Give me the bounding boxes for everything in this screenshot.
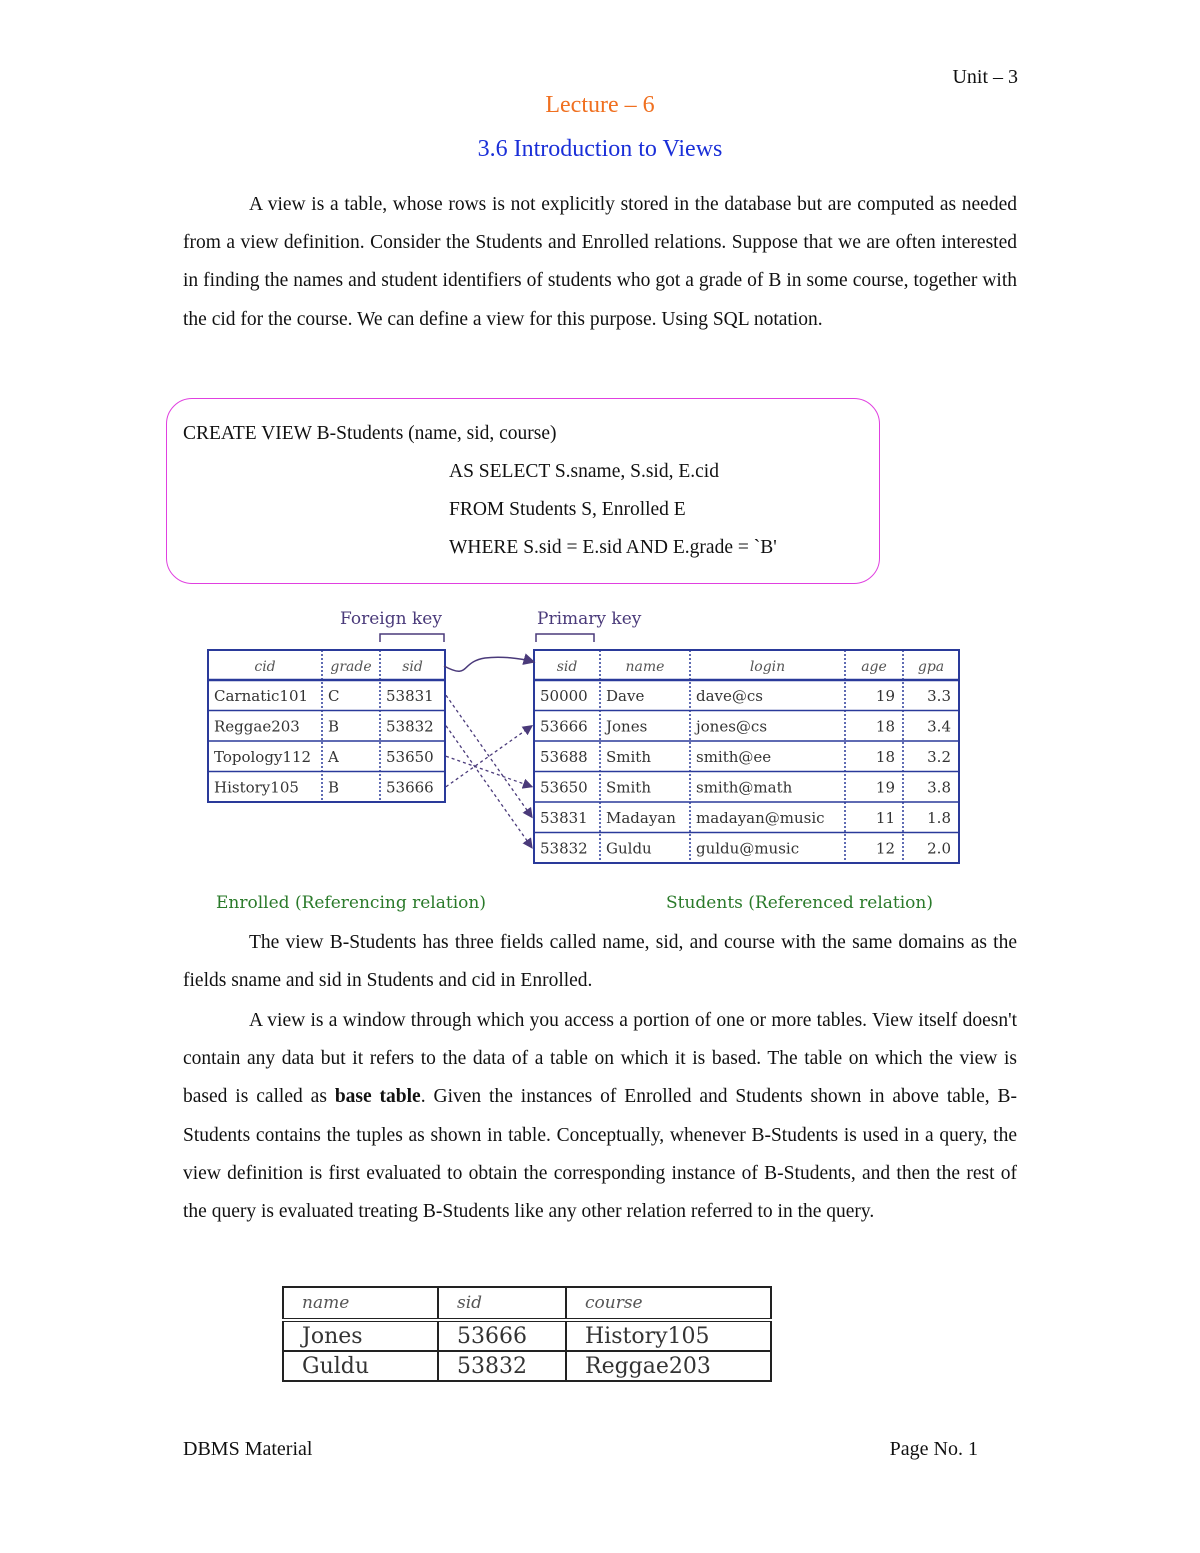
students-cell: 3.4 — [927, 717, 951, 736]
window-paragraph-text-2: . Given the instances of Enrolled and Students shown in above table, B-Students contains the tuples as shown in table. Conceptually, whenever B-Students is used in a query, the view definition is first evaluated to obtain the corresponding instance of B-Students, and then the rest of the query is evaluated treating B-Students like any other relation referred to in the query. — [183, 1086, 1018, 1223]
b-students-header-course: course — [566, 1287, 771, 1320]
section-title: 3.6 Introduction to Views — [477, 136, 723, 162]
enrolled-cell: Carnatic101 — [214, 687, 309, 705]
enrolled-cell: 53832 — [386, 717, 434, 736]
b-students-cell: 53832 — [438, 1351, 566, 1381]
table-row — [283, 1320, 771, 1351]
enrolled-cell: 53831 — [386, 687, 434, 705]
students-table — [534, 650, 959, 863]
students-cell: 1.8 — [927, 809, 951, 827]
enrolled-cell: C — [328, 687, 340, 705]
students-cell: 53650 — [540, 778, 588, 797]
primary-key-bracket — [536, 634, 594, 642]
students-cell: smith@ee — [696, 748, 772, 766]
foreign-key-link-curve — [444, 657, 534, 671]
enrolled-cell: Topology112 — [214, 748, 312, 766]
enrolled-caption: Enrolled (Referencing relation) — [216, 893, 486, 913]
sql-line-1: CREATE VIEW B-Students (name, sid, course) — [183, 423, 557, 444]
sql-line-2: AS SELECT S.sname, S.sid, E.cid — [449, 461, 719, 482]
foreign-key-diagram — [200, 600, 970, 920]
enrolled-cell: B — [328, 778, 340, 797]
b-students-cell: History105 — [566, 1320, 771, 1351]
students-cell: Smith — [606, 778, 651, 797]
b-students-cell: Guldu — [283, 1351, 438, 1381]
students-cell: 53688 — [540, 748, 588, 766]
fk-arrow — [446, 695, 532, 817]
students-cell: Guldu — [606, 839, 652, 858]
window-paragraph-text-1: A view is a window through which you access a portion of one or more tables. View itself doesn't contain any data but it refers to the data of a table on which it is based. The table on which the view is based is called as — [183, 1010, 1017, 1108]
sql-view-definition-box — [166, 398, 880, 584]
sql-line-4: WHERE S.sid = E.sid AND E.grade = `B' — [449, 537, 777, 558]
students-cell: Dave — [606, 687, 645, 705]
fk-arrow — [446, 726, 532, 848]
b-students-cell: Jones — [283, 1320, 438, 1351]
fk-arrow — [446, 756, 532, 787]
students-header: sid — [556, 659, 578, 675]
students-header: login — [749, 659, 786, 675]
enrolled-cell: History105 — [214, 778, 299, 797]
footer-page-number: Page No. 1 — [889, 1438, 978, 1460]
primary-key-label: Primary key — [537, 609, 642, 629]
students-cell: 53832 — [540, 839, 588, 858]
students-cell: dave@cs — [696, 687, 763, 705]
students-cell: 53831 — [540, 809, 588, 827]
students-cell: 18 — [875, 717, 895, 736]
footer-material: DBMS Material — [183, 1438, 313, 1460]
students-caption: Students (Referenced relation) — [666, 893, 933, 913]
foreign-key-bracket — [380, 634, 444, 642]
students-header: age — [861, 659, 887, 675]
students-cell: Madayan — [606, 809, 676, 827]
intro-paragraph-text: A view is a table, whose rows is not explicitly stored in the database but are computed as needed from a view definition. Consider the Students and Enrolled relations. Suppose that we are often interested in finding the names and student identifiers of students who got a grade of B in some course, together with the cid for the course. We can define a view for this purpose. Using SQL notation. — [183, 194, 1017, 330]
enrolled-cell: B — [328, 717, 340, 736]
students-cell: smith@math — [696, 778, 793, 797]
students-cell: 12 — [875, 839, 895, 858]
students-cell: madayan@music — [696, 809, 825, 827]
students-cell: 19 — [875, 687, 895, 705]
enrolled-cell: 53666 — [386, 778, 434, 797]
sql-line-3: FROM Students S, Enrolled E — [449, 499, 686, 520]
foreign-key-label: Foreign key — [340, 609, 442, 629]
lecture-title: Lecture – 6 — [545, 92, 655, 118]
students-cell: 18 — [875, 748, 895, 766]
enrolled-header: cid — [254, 659, 276, 675]
students-cell: Jones — [606, 717, 648, 736]
base-table-term: base table — [334, 1086, 421, 1108]
table-row — [283, 1351, 771, 1381]
window-paragraph — [183, 1002, 1017, 1231]
students-cell: 53666 — [540, 717, 588, 736]
enrolled-header: sid — [402, 659, 423, 675]
students-cell: 3.3 — [927, 687, 951, 705]
b-students-header-sid: sid — [438, 1287, 566, 1320]
enrolled-cell: Reggae203 — [214, 717, 300, 736]
students-cell: guldu@music — [696, 839, 800, 858]
fields-paragraph — [183, 924, 1017, 1000]
unit-label: Unit – 3 — [952, 66, 1018, 88]
students-cell: jones@cs — [696, 717, 768, 736]
students-cell: 11 — [875, 809, 895, 827]
enrolled-cell: 53650 — [386, 748, 434, 766]
students-cell: 19 — [875, 778, 895, 797]
b-students-header-name: name — [283, 1287, 438, 1320]
foreign-key-arrows — [446, 695, 532, 848]
students-header: name — [625, 659, 665, 675]
b-students-cell: 53666 — [438, 1320, 566, 1351]
students-cell: 3.8 — [927, 778, 951, 797]
b-students-cell: Reggae203 — [566, 1351, 771, 1381]
students-cell: 2.0 — [927, 839, 951, 858]
enrolled-table — [208, 650, 445, 802]
fields-paragraph-text: The view B-Students has three fields called name, sid, and course with the same domains as the fields sname and sid in Students and cid in Enrolled. — [183, 932, 1017, 992]
enrolled-header: grade — [330, 659, 372, 675]
enrolled-cell: A — [328, 748, 339, 766]
students-cell: Smith — [606, 748, 651, 766]
intro-paragraph — [183, 186, 1017, 339]
b-students-table — [282, 1286, 772, 1382]
students-header: gpa — [917, 659, 945, 675]
students-cell: 50000 — [540, 687, 588, 705]
students-cell: 3.2 — [927, 748, 951, 766]
